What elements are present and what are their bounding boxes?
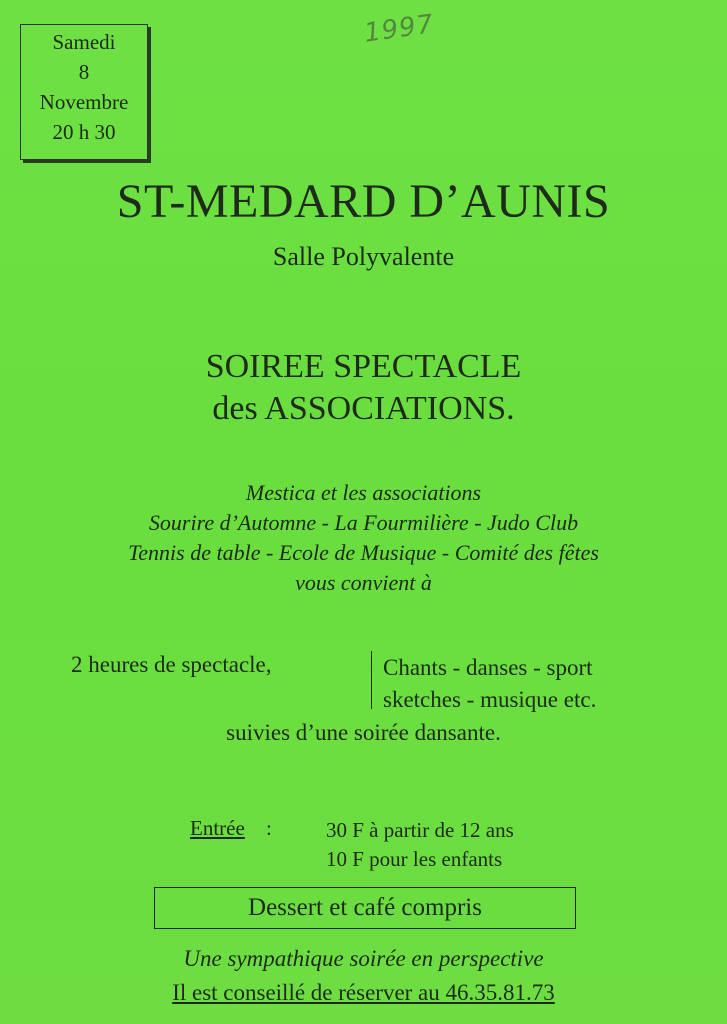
- date-time: 20 h 30: [52, 120, 116, 144]
- handwritten-year: 1997: [362, 9, 436, 49]
- venue-name: Salle Polyvalente: [272, 242, 455, 271]
- reservation-text: Il est conseillé de réserver au 46.35.81.73: [172, 980, 555, 1005]
- tagline: Une sympathique soirée en perspective: [183, 946, 544, 971]
- associations-line1: Mestica et les associations: [245, 480, 482, 505]
- associations-line3: Tennis de table - Ecole de Musique - Comité des fêtes: [128, 540, 599, 565]
- date-month: Novembre: [39, 90, 129, 114]
- price-child: 10 F pour les enfants: [326, 847, 503, 871]
- program-divider: [371, 651, 372, 709]
- date-day: Samedi: [52, 30, 116, 54]
- included-box: Dessert et café compris: [154, 887, 576, 929]
- associations-line2: Sourire d’Automne - La Fourmilière - Judo Club: [148, 510, 579, 535]
- event-title: [0, 346, 727, 430]
- program-duration: 2 heures de spectacle,: [71, 652, 272, 677]
- program-activities-line1: Chants - danses - sport: [383, 655, 593, 680]
- price-adult: 30 F à partir de 12 ans: [326, 818, 514, 842]
- reservation-line: [0, 980, 727, 1006]
- date-box: [20, 24, 148, 160]
- entry-colon: :: [266, 816, 272, 840]
- date-number: 8: [78, 60, 90, 84]
- program-activities: [383, 652, 596, 716]
- town-title: ST-MEDARD D’AUNIS: [116, 175, 611, 228]
- associations-line4: vous convient à: [295, 570, 432, 595]
- entry-label: Entrée: [190, 816, 245, 840]
- program-activities-line2: sketches - musique etc.: [383, 687, 597, 712]
- event-title-line2: des ASSOCIATIONS.: [212, 390, 515, 427]
- associations-block: [0, 478, 727, 598]
- program-followed: suivies d’une soirée dansante.: [226, 720, 501, 745]
- entry-prices: [326, 816, 514, 874]
- event-title-line1: SOIREE SPECTACLE: [205, 348, 522, 385]
